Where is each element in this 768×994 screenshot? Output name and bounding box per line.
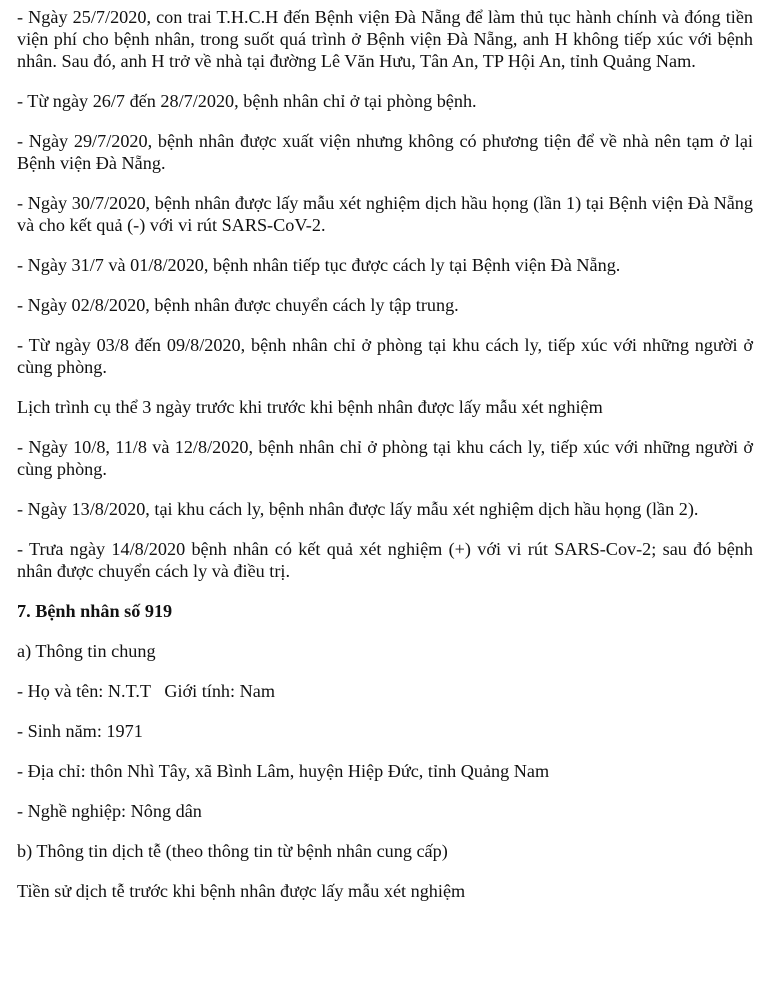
birth-year-line: - Sinh năm: 1971 [17,721,143,741]
paragraph-14-8: - Trưa ngày 14/8/2020 bệnh nhân có kết quả xét nghiệm (+) với vi rút SARS-Cov-2; sau đó bệnh nhân được chuyển cách ly và điều trị. [17,539,753,581]
epidemiology-heading: b) Thông tin dịch tễ (theo thông tin từ bệnh nhân cung cấp) [17,841,448,861]
paragraph-03-09-8: - Từ ngày 03/8 đến 09/8/2020, bệnh nhân chỉ ở phòng tại khu cách ly, tiếp xúc với những người ở cùng phòng. [17,335,753,377]
paragraph-13-8: - Ngày 13/8/2020, tại khu cách ly, bệnh nhân được lấy mẫu xét nghiệm dịch hầu họng (lần 2). [17,499,699,519]
paragraph-26-28-7: - Từ ngày 26/7 đến 28/7/2020, bệnh nhân chỉ ở tại phòng bệnh. [17,91,477,111]
paragraph-30-7: - Ngày 30/7/2020, bệnh nhân được lấy mẫu xét nghiệm dịch hầu họng (lần 1) tại Bệnh viện Đà Nẵng và cho kết quả (-) với vi rút SARS-CoV-2. [17,193,753,235]
paragraph-31-7: - Ngày 31/7 và 01/8/2020, bệnh nhân tiếp tục được cách ly tại Bệnh viện Đà Nẵng. [17,255,621,275]
occupation-line: - Nghề nghiệp: Nông dân [17,801,202,821]
paragraph-02-8: - Ngày 02/8/2020, bệnh nhân được chuyển cách ly tập trung. [17,295,459,315]
address-line: - Địa chỉ: thôn Nhì Tây, xã Bình Lâm, huyện Hiệp Đức, tỉnh Quảng Nam [17,761,550,781]
history-line: Tiền sử dịch tễ trước khi bệnh nhân được lấy mẫu xét nghiệm [17,881,466,901]
name-gender-line: - Họ và tên: N.T.T Giới tính: Nam [17,681,275,701]
paragraph-29-7: - Ngày 29/7/2020, bệnh nhân được xuất viện nhưng không có phương tiện để về nhà nên tạm ở lại Bệnh viện Đà Nẵng. [17,131,753,173]
paragraph-25-7: - Ngày 25/7/2020, con trai T.H.C.H đến Bệnh viện Đà Nẵng để làm thủ tục hành chính và đóng tiền viện phí cho bệnh nhân, trong suốt quá trình ở Bệnh viện Đà Nẵng, anh H không tiếp xúc với bệnh nhân. Sau đó, anh H trở về nhà tại đường Lê Văn Hưu, Tân An, TP Hội An, tỉnh Quảng Nam. [17,7,753,71]
section-heading-patient-919: 7. Bệnh nhân số 919 [17,601,173,621]
schedule-intro: Lịch trình cụ thể 3 ngày trước khi trước khi bệnh nhân được lấy mẫu xét nghiệm [17,397,603,417]
document-page [17,6,753,920]
general-info-heading: a) Thông tin chung [17,641,156,661]
paragraph-10-12-8: - Ngày 10/8, 11/8 và 12/8/2020, bệnh nhân chỉ ở phòng tại khu cách ly, tiếp xúc với những người ở cùng phòng. [17,437,753,479]
